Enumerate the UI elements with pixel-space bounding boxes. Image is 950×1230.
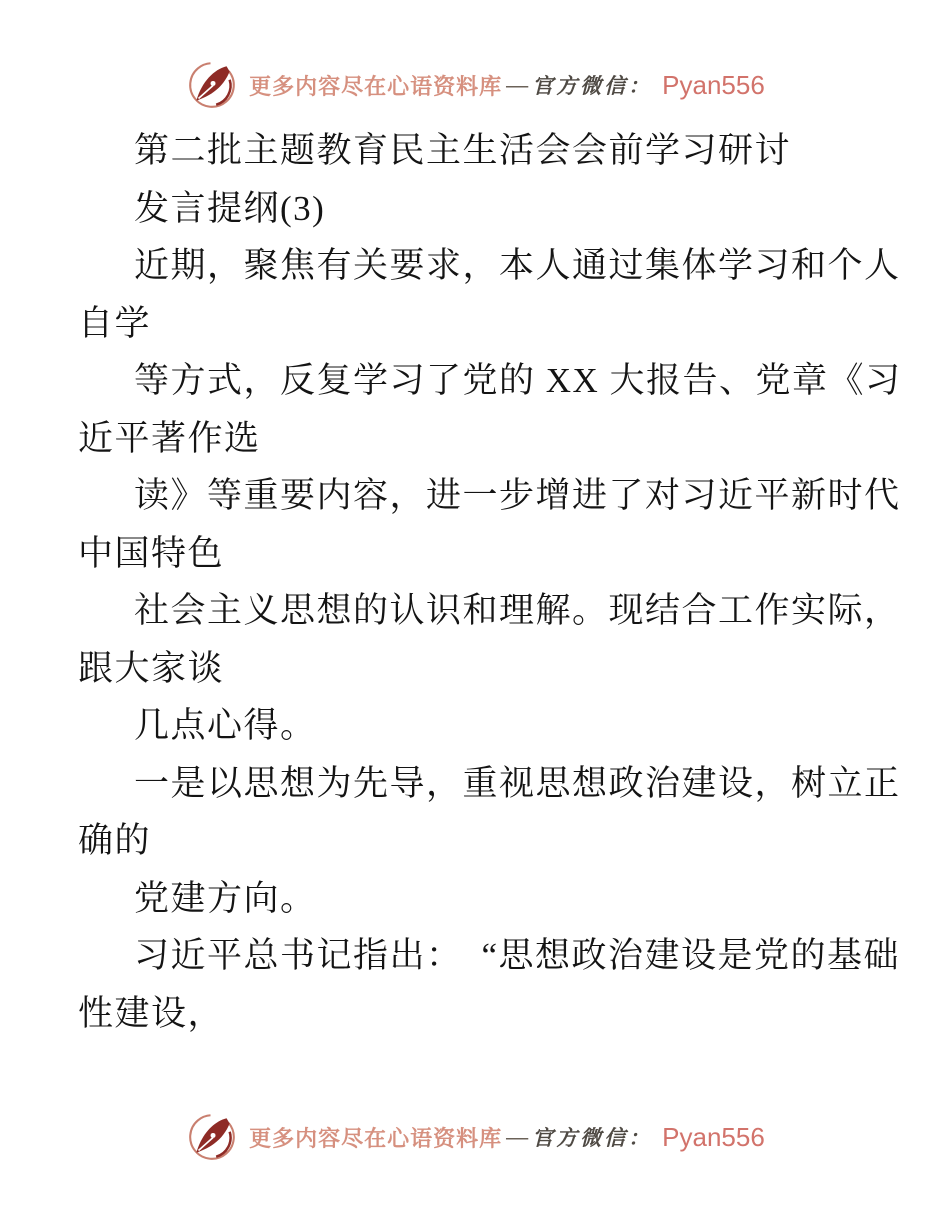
- separator-dash: —: [506, 1124, 529, 1149]
- text-line: 确的: [78, 821, 152, 860]
- pen-nib-logo-icon: [185, 1110, 239, 1164]
- text-line: 习近平总书记指出： “思想政治建设是党的基础: [134, 936, 901, 975]
- text-line: 近平著作选: [78, 418, 261, 458]
- text-line: 党建方向。: [134, 878, 317, 918]
- text-line: 等方式，反复学习了党的 XX 大报告、党章《习: [134, 361, 902, 400]
- footer-watermark: [0, 1110, 950, 1164]
- wechat-id: Pyan556: [662, 1121, 765, 1152]
- header-watermark: [0, 0, 950, 112]
- text-line: 社会主义思想的认识和理解。现结合工作实际，: [134, 591, 901, 630]
- text-line: 发言提纲(3): [134, 188, 326, 228]
- text-line: 几点心得。: [134, 706, 317, 745]
- text-line: 一是以思想为先导，重视思想政治建设，树立正: [134, 763, 901, 803]
- text-line: 近期，聚焦有关要求，本人通过集体学习和个人: [134, 246, 901, 285]
- separator-dash: —: [506, 72, 529, 97]
- wechat-label: 官方微信：: [532, 74, 653, 98]
- document-body: [0, 122, 950, 1042]
- text-line: 性建设，: [78, 993, 225, 1033]
- brand-text: 更多内容尽在心语资料库: [249, 1125, 503, 1151]
- text-line: 自学: [78, 303, 152, 343]
- pen-nib-logo-icon: [185, 58, 239, 112]
- text-line: 中国特色: [78, 533, 225, 573]
- text-line: 跟大家谈: [78, 648, 225, 688]
- wechat-label: 官方微信：: [532, 1126, 653, 1150]
- text-line: 第二批主题教育民主生活会会前学习研讨: [134, 131, 792, 170]
- wechat-id: Pyan556: [662, 69, 765, 100]
- brand-text: 更多内容尽在心语资料库: [249, 73, 503, 99]
- text-line: 读》等重要内容，进一步增进了对习近平新时代: [134, 476, 901, 515]
